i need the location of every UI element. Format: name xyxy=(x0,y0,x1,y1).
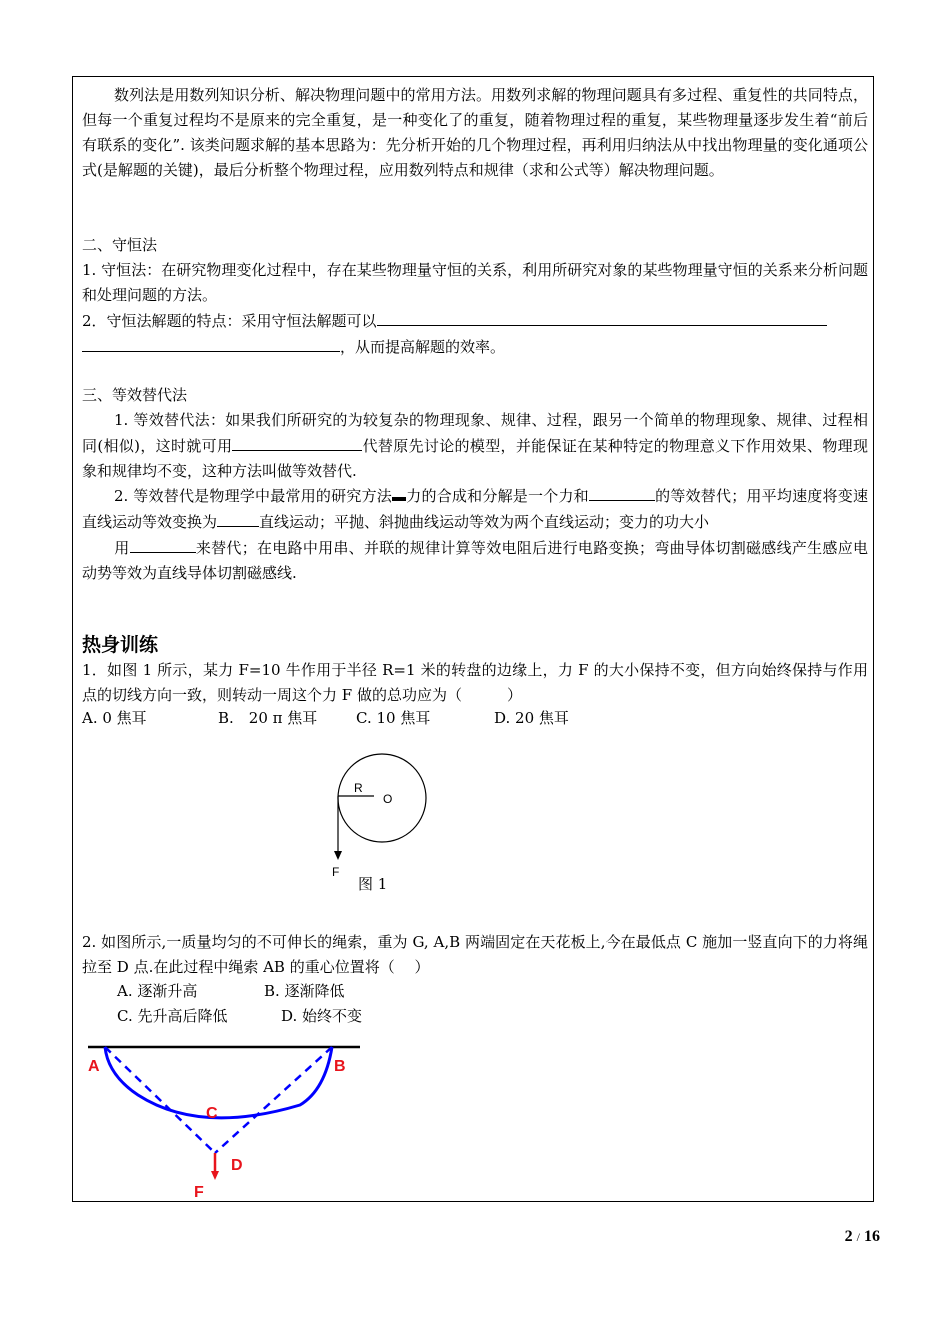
label-d: D xyxy=(231,1157,243,1174)
label-c: C xyxy=(206,1105,218,1122)
q1-option-d[interactable]: D. 20 焦耳 xyxy=(494,709,569,727)
figure-1-caption: 图 1 xyxy=(358,875,388,893)
fill-blank[interactable] xyxy=(589,483,655,501)
q1-option-c[interactable]: C. 10 焦耳 xyxy=(356,709,431,727)
force-arrow-head xyxy=(211,1171,219,1180)
fill-blank[interactable] xyxy=(130,535,196,553)
force-arrow-head xyxy=(334,851,342,860)
q2-option-c[interactable]: C. 先升高后降低 xyxy=(117,1007,228,1025)
section2-item2: 2．守恒法解题的特点：采用守恒法解题可以 ，从而提高解题的效率。 xyxy=(82,308,868,360)
fill-blank[interactable] xyxy=(82,334,340,352)
question-2-text: 2. 如图所示,一质量均匀的不可伸长的绳索，重为 G, A,B 两端固定在天花板上,今在最低点 C 施加一竖直向下的力将绳拉至 D 点.在此过程中绳索 AB 的重心位置将（ ） xyxy=(82,933,868,976)
warmup-heading: 热身训练 xyxy=(82,634,159,656)
fill-blank[interactable] xyxy=(377,308,827,326)
label-f: F xyxy=(194,1184,204,1200)
q2-option-a[interactable]: A. 逐渐升高 xyxy=(117,982,198,1000)
page-number: 2 / 16 xyxy=(844,1228,880,1245)
label-b: B xyxy=(334,1058,346,1075)
q2-option-b[interactable]: B. 逐渐降低 xyxy=(264,982,345,1000)
section2-title: 二、守恒法 xyxy=(82,236,158,254)
section3-item2: 2. 等效替代是物理学中最常用的研究方法 力的合成和分解是一个力和 的等效替代；用平均速度将变速直线运动等效变换为 直线运动；平抛、斜抛曲线运动等效为两个直线运动；变力的功大小 用 来替代；在电路中用串、并联的规律计算等效电阻后进行电路变换；弯曲导体切割磁感线产生感应电动势等效为直线导体切割磁感线. xyxy=(82,483,868,586)
rope-dashed-right xyxy=(215,1047,332,1153)
rope-curve xyxy=(105,1047,332,1118)
section3-title: 三、等效替代法 xyxy=(82,386,188,404)
fill-blank[interactable] xyxy=(232,433,362,451)
q1-option-a[interactable]: A. 0 焦耳 xyxy=(82,709,147,727)
rope-dashed-left xyxy=(105,1047,215,1153)
label-f: F xyxy=(332,865,340,879)
question-1-text: 1．如图 1 所示，某力 F=10 牛作用于半径 R=1 米的转盘的边缘上，力 F 的大小保持不变，但方向始终保持与作用点的切线方向一致，则转动一周这个力 F 做的总功应为（ ） xyxy=(82,661,868,704)
q2-option-d[interactable]: D. 始终不变 xyxy=(281,1007,363,1025)
q1-option-b[interactable]: B. 20 π 焦耳 xyxy=(218,709,318,727)
label-o: O xyxy=(383,792,393,806)
fill-blank[interactable] xyxy=(217,509,259,527)
section2-item1: 1. 守恒法：在研究物理变化过程中，存在某些物理量守恒的关系，利用所研究对象的某些物理量守恒的关系来分析问题和处理问题的方法。 xyxy=(82,261,868,304)
intro-paragraph: 数列法是用数列知识分析、解决物理问题中的常用方法。用数列求解的物理问题具有多过程、重复性的共同特点，但每一个重复过程均不是原来的完全重复，是一种变化了的重复，随着物理过程的重复，某些物理量逐步发生着“前后有联系的变化”. 该类问题求解的基本思路为：先分析开始的几个物理过程，再利用归纳法从中找出物理量的变化通项公式(是解题的关键)，最后分析整个物理过程，应用数列特点和规律（求和公式等）解决物理问题。 xyxy=(82,86,868,179)
section3-item1: 1. 等效替代法：如果我们所研究的为较复杂的物理现象、规律、过程，跟另一个简单的物理现象、规律、过程相同(相似)，这时就可用 代替原先讨论的模型，并能保证在某种特定的物理意义下作用效果、物理现象和规律均不变，这种方法叫做等效替代. xyxy=(82,411,868,480)
figure-2-rope xyxy=(80,1035,380,1200)
turntable-circle xyxy=(338,754,426,842)
label-r: R xyxy=(354,781,363,795)
label-a: A xyxy=(88,1058,100,1075)
